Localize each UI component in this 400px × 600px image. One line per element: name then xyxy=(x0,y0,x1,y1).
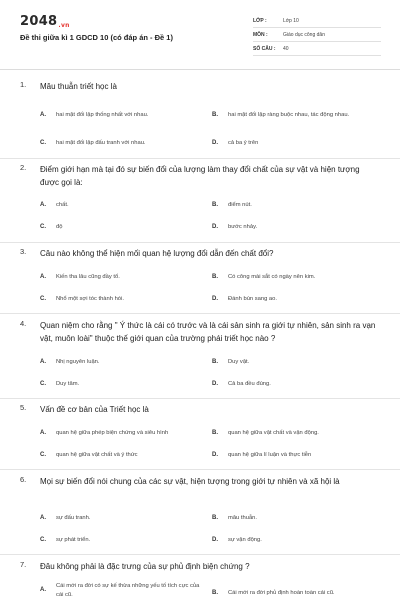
option-letter: C. xyxy=(40,140,46,146)
option-a[interactable] xyxy=(40,198,210,212)
option-letter: B. xyxy=(212,359,218,365)
option-c[interactable] xyxy=(40,377,210,391)
option-letter: B. xyxy=(212,202,218,208)
option-letter: B. xyxy=(212,515,218,521)
question-text: Vấn đề cơ bản của Triết học là xyxy=(40,405,149,414)
question-2 xyxy=(20,163,380,189)
option-text: sự phát triển. xyxy=(56,536,91,543)
option-letter: A. xyxy=(40,112,46,118)
option-letter: D. xyxy=(212,296,218,302)
option-d[interactable] xyxy=(212,533,382,547)
option-letter: B. xyxy=(212,274,218,280)
option-c[interactable] xyxy=(40,292,210,306)
option-b[interactable] xyxy=(212,587,382,599)
option-text: quan hệ giữa phép biện chứng và siêu hình xyxy=(56,429,169,436)
option-letter: C. xyxy=(40,381,46,387)
option-text: Cả ba đều đúng. xyxy=(228,380,271,387)
option-a[interactable] xyxy=(40,582,210,600)
option-a[interactable] xyxy=(40,426,212,440)
option-letter: B. xyxy=(212,590,218,596)
option-text: mâu thuẫn. xyxy=(228,514,258,521)
question-1 xyxy=(20,80,380,93)
option-letter: A. xyxy=(40,202,46,208)
meta-label: SỐ CÂU : xyxy=(253,45,276,52)
question-number: 3. xyxy=(20,247,27,256)
option-text: cả ba ý trên xyxy=(228,139,259,146)
question-divider xyxy=(0,398,400,399)
question-text: Đâu không phải là đặc trưng của sự phủ định biện chứng ? xyxy=(40,562,250,571)
option-text: quan hệ giữa vật chất và ý thức xyxy=(56,451,138,458)
question-number: 5. xyxy=(20,403,27,412)
option-c[interactable] xyxy=(40,220,210,234)
option-letter: D. xyxy=(212,537,218,543)
option-letter: A. xyxy=(40,587,46,593)
option-letter: D. xyxy=(212,381,218,387)
option-text: Có công mài sắt có ngày nên kim. xyxy=(228,273,316,280)
question-divider xyxy=(0,242,400,243)
question-number: 1. xyxy=(20,80,27,89)
question-6 xyxy=(20,475,380,488)
option-b[interactable] xyxy=(212,198,382,212)
question-text: Mọi sự biến đổi nói chung của các sự vật, hiện tượng trong giới tự nhiên và xã hội là xyxy=(40,477,340,486)
option-letter: A. xyxy=(40,515,46,521)
meta-value: Giáo dục công dân xyxy=(283,31,325,38)
meta-value: Lớp 10 xyxy=(283,17,299,24)
question-5 xyxy=(20,403,380,416)
question-divider xyxy=(0,313,400,314)
option-text: Đánh bùn sang ao. xyxy=(228,295,277,302)
option-a[interactable] xyxy=(40,511,210,525)
logo-suffix: .vn xyxy=(58,22,70,29)
option-text: Kiến tha lâu cũng đầy tổ. xyxy=(56,273,120,280)
meta-label: LỚP : xyxy=(253,17,267,24)
exam-title: Đề thi giữa kì 1 GDCD 10 (có đáp án - Đề 1) xyxy=(20,33,173,42)
question-divider xyxy=(0,554,400,555)
option-letter: C. xyxy=(40,537,46,543)
option-text: sự đấu tranh. xyxy=(56,514,91,521)
option-text: điểm nút. xyxy=(228,201,252,208)
option-letter: D. xyxy=(212,224,218,230)
option-letter: A. xyxy=(40,274,46,280)
meta-row-count xyxy=(253,42,381,56)
option-text: sự vận động. xyxy=(228,536,262,543)
question-3 xyxy=(20,247,380,260)
option-letter: D. xyxy=(212,452,218,458)
site-logo[interactable] xyxy=(20,14,70,29)
option-text: Duy vật. xyxy=(228,358,250,365)
question-7 xyxy=(20,560,380,573)
meta-row-subject xyxy=(253,28,381,42)
option-b[interactable] xyxy=(212,103,382,127)
question-4 xyxy=(20,319,380,345)
option-letter: C. xyxy=(40,296,46,302)
option-text: Duy tâm. xyxy=(56,380,80,387)
option-text: hai mặt đối lập đấu tranh với nhau. xyxy=(56,139,146,146)
option-b[interactable] xyxy=(212,355,382,369)
header-divider xyxy=(0,69,400,70)
option-letter: C. xyxy=(40,452,46,458)
logo-main: 2048 xyxy=(20,14,58,29)
option-d[interactable] xyxy=(212,448,382,462)
option-b[interactable] xyxy=(212,426,382,440)
option-b[interactable] xyxy=(212,511,382,525)
option-text: Nhị nguyên luận. xyxy=(56,358,100,365)
option-a[interactable] xyxy=(40,355,210,369)
question-divider xyxy=(0,469,400,470)
page-header xyxy=(0,0,400,70)
option-a[interactable] xyxy=(40,270,210,284)
option-b[interactable] xyxy=(212,270,382,284)
question-number: 7. xyxy=(20,560,27,569)
exam-meta xyxy=(253,14,381,56)
question-text: Câu nào không thể hiện mối quan hệ lượng đổi dẫn đến chất đổi? xyxy=(40,249,274,258)
option-letter: A. xyxy=(40,359,46,365)
option-text: Cái mới ra đời phủ định hoàn toàn cái cũ. xyxy=(228,589,335,596)
option-c[interactable] xyxy=(40,136,210,150)
option-letter: C. xyxy=(40,224,46,230)
meta-label: MÔN : xyxy=(253,31,268,38)
option-d[interactable] xyxy=(212,292,382,306)
meta-value: 40 xyxy=(283,45,289,52)
question-text: Mâu thuẫn triết học là xyxy=(40,82,117,91)
option-letter: A. xyxy=(40,430,46,436)
option-letter: D. xyxy=(212,140,218,146)
meta-row-class xyxy=(253,14,381,28)
option-d[interactable] xyxy=(212,220,382,234)
option-d[interactable] xyxy=(212,377,382,391)
question-divider xyxy=(0,158,400,159)
option-d[interactable] xyxy=(212,136,382,150)
question-text: Quan niệm cho rằng " Ý thức là cái có trước và là cái sản sinh ra giới tự nhiên, sản sinh ra vạn vật, muôn loài" thuộc thế giới quan của trường phái triết học nào ? xyxy=(40,321,376,343)
option-a[interactable] xyxy=(40,108,210,122)
question-number: 4. xyxy=(20,319,27,328)
option-letter: B. xyxy=(212,112,218,118)
option-text: hai mặt đối lập thống nhất với nhau. xyxy=(56,111,149,118)
question-text: Điểm giới hạn mà tại đó sự biến đổi của lượng làm thay đổi chất của sự vật và hiện tượng được gọi là: xyxy=(40,165,360,187)
option-text: chất. xyxy=(56,201,69,208)
option-letter: B. xyxy=(212,430,218,436)
option-text: độ xyxy=(56,223,63,230)
option-c[interactable] xyxy=(40,448,210,462)
option-text: quan hệ giữa vật chất và vận động. xyxy=(228,429,319,436)
option-text: Nhổ một sợi tóc thành hói. xyxy=(56,295,124,302)
option-text: bước nhảy. xyxy=(228,223,258,230)
option-c[interactable] xyxy=(40,533,210,547)
question-number: 6. xyxy=(20,475,27,484)
option-text: quan hệ giữa lí luận và thực tiễn xyxy=(228,451,312,458)
option-text: hai mặt đối lập ràng buộc nhau, tác động nhau. xyxy=(228,111,350,118)
option-text: Cái mới ra đời có sự kế thừa những yếu tố tích cực của cái cũ. xyxy=(56,583,200,598)
question-number: 2. xyxy=(20,163,27,172)
